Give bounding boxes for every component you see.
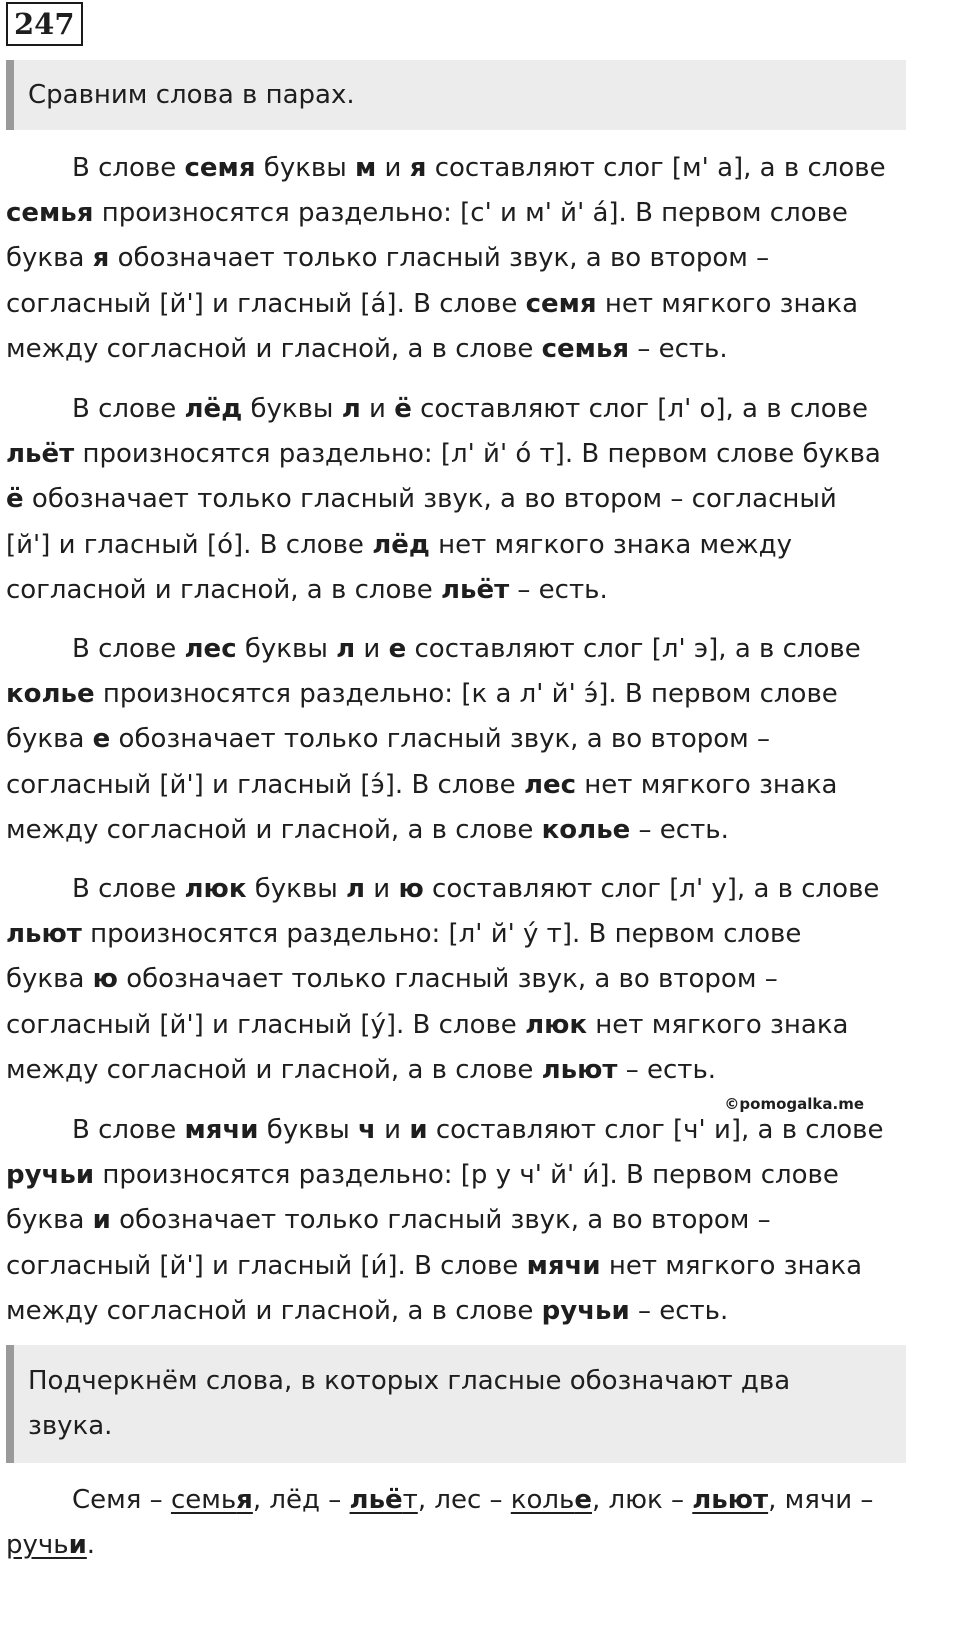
bold-term: е [92, 724, 111, 755]
bold-term: лёд [184, 394, 243, 424]
bold-term: льют [6, 919, 82, 950]
text-run: – есть. [630, 814, 729, 845]
paragraph-line [6, 327, 906, 372]
text-run: буква [6, 1205, 93, 1236]
bold-term: мячи [184, 1115, 259, 1145]
text-run: согласный [й'] и гласный [э́]. В слове [6, 769, 524, 800]
text-run: – есть. [629, 1295, 729, 1326]
text-run: буквы [255, 153, 356, 183]
bold-term: я [92, 243, 110, 274]
text-run: обозначает только гласный звук, а во втором – [109, 243, 770, 274]
bold-term: ч [358, 1115, 376, 1145]
paragraph-line [6, 568, 906, 613]
bold-term: люк [525, 1009, 588, 1040]
paragraph-line [6, 1244, 906, 1289]
text-run: между согласной и гласной, а в слове [6, 333, 542, 364]
underlined-word-part: ручь [6, 1530, 69, 1560]
text-run: буква [6, 243, 93, 274]
text-run: буква [6, 964, 93, 995]
text-run: составляют слог [л' э], а в слове [406, 634, 861, 664]
paragraph-line [6, 477, 906, 522]
bold-term: л [336, 634, 356, 664]
underlined-word-part: льют [692, 1485, 769, 1515]
bold-term: семя [184, 153, 256, 183]
text-run: В слове [72, 1115, 185, 1145]
paragraph-line [6, 236, 906, 281]
text-run: согласной и гласной, а в слове [6, 574, 441, 605]
bold-term: льют [541, 1054, 618, 1085]
text-run: – есть. [509, 574, 608, 605]
text-run: между согласной и гласной, а в слове [6, 814, 542, 845]
paragraph-2 [6, 387, 906, 613]
text-run: , лёд – [252, 1485, 350, 1515]
text-run: согласный [й'] и гласный [и́]. В слове [6, 1250, 527, 1281]
paragraph-line [6, 957, 906, 1002]
bold-term: семья [6, 198, 94, 229]
text-run: произносятся раздельно: [л' й' о́ т]. В первом слове буква [74, 439, 881, 470]
paragraph-line [6, 1108, 906, 1153]
text-run: обозначает только гласный звук, а во втором – [110, 1205, 771, 1236]
text-run: В слове [72, 394, 185, 424]
task-callout-line-1: Подчеркнём слова, в которых гласные обозначают два [28, 1366, 791, 1396]
paragraph-line [6, 146, 906, 191]
paragraph-line [6, 672, 906, 717]
text-run: обозначает только гласный звук, а во втором – согласный [23, 484, 837, 515]
text-run: составляют слог [л' о], а в слове [411, 394, 868, 424]
text-run: и [355, 634, 389, 664]
bold-term: м [355, 153, 377, 183]
paragraph-line [6, 1153, 906, 1198]
text-run: обозначает только гласный звук, а во втором – [117, 964, 778, 995]
paragraph-5 [6, 1108, 906, 1334]
bold-term: ручьи [6, 1160, 95, 1191]
text-run: – есть. [629, 333, 728, 364]
text-run: Семя – [72, 1485, 171, 1515]
paragraph-line [6, 432, 906, 477]
paragraph-line [6, 763, 906, 808]
paragraph-line [6, 1003, 906, 1048]
answer [6, 1478, 906, 1568]
text-run: согласный [й'] и гласный [у́]. В слове [6, 1009, 526, 1040]
bold-term: льёт [6, 439, 75, 470]
bold-term: е [388, 634, 407, 664]
text-run: между согласной и гласной, а в слове [6, 1054, 542, 1085]
text-run: нет мягкого знака [596, 288, 859, 319]
text-run: составляют слог [л' у], а в слове [423, 874, 880, 904]
answer-line [6, 1478, 906, 1523]
paragraph-line [6, 717, 906, 762]
text-run: и [365, 874, 399, 904]
paragraph-line [6, 1048, 906, 1093]
text-run: буква [6, 724, 93, 755]
text-run: . [86, 1530, 96, 1560]
text-run: составляют слог [м' а], а в слове [426, 153, 886, 183]
bold-term: и [409, 1115, 428, 1145]
task-callout-line-2: звука. [28, 1411, 113, 1441]
task-number: 247 [6, 2, 83, 46]
underlined-word-part: коль [510, 1485, 575, 1515]
bold-term: колье [6, 679, 95, 710]
underlined-word-part: е [574, 1485, 592, 1515]
text-run: обозначает только гласный звук, а во втором – [110, 724, 771, 755]
bold-term: ё [394, 394, 412, 424]
bold-term: я [409, 153, 427, 183]
bold-term: семя [525, 288, 597, 319]
paragraph-line [6, 912, 906, 957]
text-run: – есть. [617, 1054, 717, 1085]
bold-term: лес [184, 634, 237, 664]
intro-text: Сравним слова в парах. [28, 80, 355, 110]
bold-term: люк [184, 874, 247, 904]
text-run: произносятся раздельно: [с' и м' й' а́]. В первом слове [93, 198, 848, 229]
text-run: В слове [72, 874, 185, 904]
bold-term: л [341, 394, 361, 424]
answer-line [6, 1523, 906, 1568]
text-run: буквы [242, 394, 342, 424]
bold-term: колье [541, 814, 631, 845]
bold-term: льёт [440, 574, 510, 605]
task-callout [6, 1345, 906, 1463]
text-run: В слове [72, 153, 185, 183]
paragraph-line [6, 191, 906, 236]
bold-term: лес [523, 769, 577, 800]
text-run: нет мягкого знака [587, 1009, 849, 1040]
underlined-word-part: и [68, 1530, 87, 1560]
text-run: буквы [258, 1115, 359, 1145]
text-run: произносятся раздельно: [к а л' й' э́]. В первом слове [94, 679, 838, 710]
underlined-word-part: я [236, 1485, 253, 1515]
paragraph-3 [6, 627, 906, 853]
text-run: нет мягкого знака [576, 769, 838, 800]
text-run: буквы [236, 634, 337, 664]
text-run: составляют слог [ч' и], а в слове [427, 1115, 884, 1145]
text-run: произносятся раздельно: [л' й' у́ т]. В первом слове [81, 919, 802, 950]
text-run: нет мягкого знака между [429, 529, 792, 560]
paragraph-line [6, 282, 906, 327]
paragraph-line [6, 1289, 906, 1334]
text-run: , мячи – [768, 1485, 874, 1515]
text-run: согласный [й'] и гласный [а́]. В слове [6, 288, 526, 319]
text-run: и [360, 394, 395, 424]
paragraph-line [6, 867, 906, 912]
text-run: , лес – [417, 1485, 511, 1515]
paragraph-line [6, 808, 906, 853]
paragraph-line [6, 523, 906, 568]
text-run: [й'] и гласный [о́]. В слове [6, 529, 373, 560]
paragraph-4 [6, 867, 906, 1093]
intro-callout [6, 60, 906, 130]
paragraph-line [6, 627, 906, 672]
watermark: ©pomogalka.me [724, 1095, 864, 1113]
text-run: В слове [72, 634, 185, 664]
underlined-word-part: льё [349, 1485, 403, 1515]
paragraph-line [6, 1198, 906, 1243]
text-run: произносятся раздельно: [р у ч' й' и́]. В первом слове [94, 1160, 839, 1191]
text-run: , люк – [591, 1485, 693, 1515]
bold-term: и [92, 1205, 111, 1236]
bold-term: ю [398, 874, 424, 904]
text-run: буквы [246, 874, 346, 904]
bold-term: семья [541, 333, 630, 364]
bold-term: лёд [372, 529, 430, 560]
text-run: нет мягкого знака [600, 1250, 863, 1281]
bold-term: мячи [526, 1250, 601, 1281]
text-run: и [375, 1115, 410, 1145]
bold-term: л [346, 874, 366, 904]
bold-term: ручьи [541, 1295, 630, 1326]
underlined-word-part: т [402, 1485, 418, 1515]
text-run: и [376, 153, 410, 183]
paragraph-line [6, 387, 906, 432]
underlined-word-part: семь [170, 1485, 237, 1515]
paragraph-1 [6, 146, 906, 372]
bold-term: ё [6, 484, 24, 515]
bold-term: ю [92, 964, 118, 995]
text-run: между согласной и гласной, а в слове [6, 1295, 542, 1326]
